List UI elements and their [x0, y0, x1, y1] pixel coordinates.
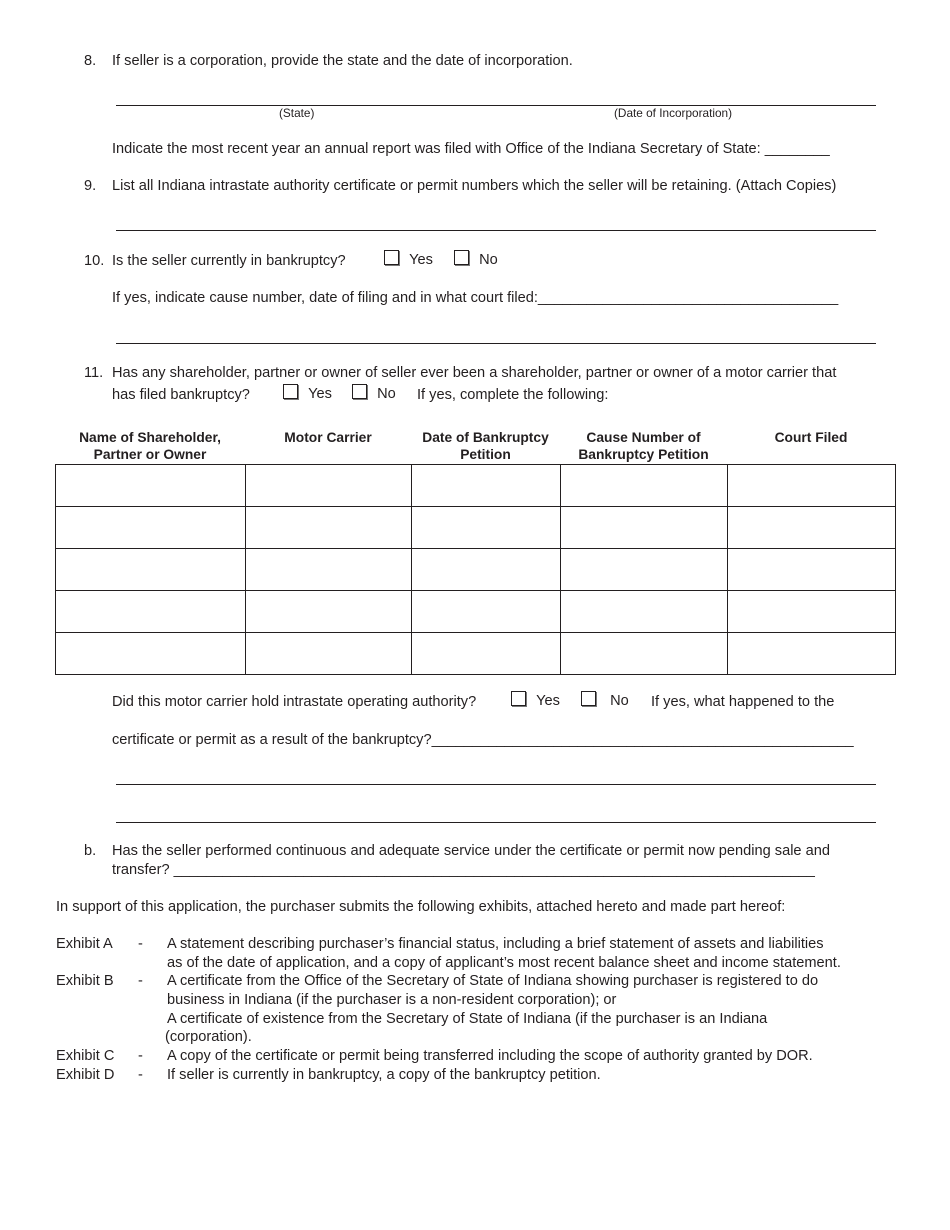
authority-yes-option[interactable]: [511, 691, 560, 709]
exhibit-d-dash: -: [138, 1067, 143, 1083]
exhibit-b-text-line4: (corporation).: [165, 1029, 252, 1045]
shareholder-bankruptcy-no-label: No: [377, 386, 396, 402]
question-11-number: 11.: [84, 365, 104, 381]
state-date-input-line[interactable]: [116, 105, 876, 106]
question-8-number: 8.: [84, 53, 97, 69]
question-9-text: List all Indiana intrastate authority certificate or permit numbers which the seller will be retaining. (Attach Copies): [112, 178, 837, 194]
annual-report-question: Indicate the most recent year an annual report was filed with Office of the Indiana Secretary of State: ________: [112, 141, 830, 157]
table-cell[interactable]: [412, 465, 561, 507]
shareholder-bankruptcy-no-checkbox[interactable]: [352, 384, 367, 399]
shareholder-bankruptcy-yes-label: Yes: [308, 386, 332, 402]
exhibit-c-dash: -: [138, 1048, 143, 1064]
bankruptcy-no-option[interactable]: [454, 250, 498, 268]
authority-followup: If yes, what happened to the: [651, 694, 835, 710]
question-8-text: If seller is a corporation, provide the state and the date of incorporation.: [112, 53, 573, 69]
authority-yes-label: Yes: [536, 693, 560, 709]
certificate-result-input-line-2[interactable]: [116, 822, 876, 823]
column-header-shareholder: Name of Shareholder, Partner or Owner: [79, 430, 221, 462]
bankruptcy-table: [55, 464, 896, 675]
question-b-text-line1: Has the seller performed continuous and adequate service under the certificate or permit now pending sale and: [112, 843, 830, 859]
shareholder-bankruptcy-no-option[interactable]: [352, 384, 396, 402]
table-row: [56, 549, 896, 591]
table-cell[interactable]: [246, 507, 412, 549]
table-cell[interactable]: [246, 465, 412, 507]
exhibit-a-label: Exhibit A: [56, 936, 113, 952]
table-cell[interactable]: [561, 549, 728, 591]
table-row: [56, 465, 896, 507]
bankruptcy-yes-label: Yes: [409, 252, 433, 268]
table-cell[interactable]: [561, 507, 728, 549]
column-header-cause-number: Cause Number of Bankruptcy Petition: [578, 430, 709, 462]
exhibit-d-text: If seller is currently in bankruptcy, a copy of the bankruptcy petition.: [167, 1067, 601, 1083]
column-header-motor-carrier: Motor Carrier: [284, 430, 372, 445]
table-cell[interactable]: [561, 633, 728, 675]
table-cell[interactable]: [728, 507, 896, 549]
authority-no-checkbox[interactable]: [581, 691, 596, 706]
exhibit-a-text-line2: as of the date of application, and a copy of applicant’s most recent balance sheet and income statement.: [167, 955, 841, 971]
table-cell[interactable]: [412, 591, 561, 633]
question-10-number: 10.: [84, 253, 105, 269]
question-9-number: 9.: [84, 178, 97, 194]
table-cell[interactable]: [246, 549, 412, 591]
question-10-text: Is the seller currently in bankruptcy?: [112, 253, 346, 269]
exhibit-a-text-line1: A statement describing purchaser’s financial status, including a brief statement of assets and liabilities: [167, 936, 824, 952]
table-row: [56, 507, 896, 549]
table-cell[interactable]: [56, 633, 246, 675]
permit-numbers-input-line[interactable]: [116, 230, 876, 231]
question-b-text-line2: transfer? _______________________________________________________________________________: [112, 862, 815, 878]
bankruptcy-no-checkbox[interactable]: [454, 250, 469, 265]
authority-no-label: No: [610, 693, 629, 709]
bankruptcy-yes-option[interactable]: [384, 250, 433, 268]
question-11-text-line2: has filed bankruptcy?: [112, 387, 250, 403]
exhibit-b-label: Exhibit B: [56, 973, 114, 989]
support-statement: In support of this application, the purchaser submits the following exhibits, attached hereto and made part hereof:: [56, 899, 786, 915]
exhibit-d-label: Exhibit D: [56, 1067, 115, 1083]
table-cell[interactable]: [412, 507, 561, 549]
exhibit-c-text: A copy of the certificate or permit being transferred including the scope of authority granted by DOR.: [167, 1048, 813, 1064]
table-cell[interactable]: [246, 591, 412, 633]
table-cell[interactable]: [728, 465, 896, 507]
exhibit-b-text-line1: A certificate from the Office of the Secretary of State of Indiana showing purchaser is registered to do: [167, 973, 819, 989]
exhibit-b-text-line2: business in Indiana (if the purchaser is a non-resident corporation); or: [167, 992, 617, 1008]
complete-following-instruction: If yes, complete the following:: [417, 387, 609, 403]
certificate-result-input-line-1[interactable]: [116, 784, 876, 785]
table-cell[interactable]: [56, 465, 246, 507]
table-cell[interactable]: [728, 549, 896, 591]
table-row: [56, 633, 896, 675]
column-header-court-filed: Court Filed: [774, 430, 848, 445]
authority-question: Did this motor carrier hold intrastate operating authority?: [112, 694, 477, 710]
exhibit-c-label: Exhibit C: [56, 1048, 115, 1064]
certificate-result-question: certificate or permit as a result of the bankruptcy?____________________________________________________: [112, 732, 854, 748]
table-cell[interactable]: [56, 591, 246, 633]
date-of-incorporation-caption: (Date of Incorporation): [614, 106, 733, 120]
bankruptcy-followup: If yes, indicate cause number, date of filing and in what court filed:_____________________________________: [112, 290, 839, 306]
authority-yes-checkbox[interactable]: [511, 691, 526, 706]
exhibit-b-dash: -: [138, 973, 143, 989]
authority-no-option[interactable]: [581, 691, 629, 709]
table-cell[interactable]: [728, 591, 896, 633]
table-cell[interactable]: [56, 507, 246, 549]
bankruptcy-no-label: No: [479, 252, 498, 268]
table-cell[interactable]: [246, 633, 412, 675]
table-cell[interactable]: [412, 633, 561, 675]
bankruptcy-details-input-line[interactable]: [116, 343, 876, 344]
table-cell[interactable]: [728, 633, 896, 675]
table-row: [56, 591, 896, 633]
shareholder-bankruptcy-yes-checkbox[interactable]: [283, 384, 298, 399]
bankruptcy-yes-checkbox[interactable]: [384, 250, 399, 265]
shareholder-bankruptcy-yes-option[interactable]: [283, 384, 332, 402]
column-header-bankruptcy-date: Date of Bankruptcy Petition: [422, 430, 549, 462]
question-11-text-line1: Has any shareholder, partner or owner of seller ever been a shareholder, partner or owner of a motor carrier that: [112, 365, 837, 381]
question-b-number: b.: [84, 843, 97, 859]
exhibit-b-text-line3: A certificate of existence from the Secretary of State of Indiana (if the purchaser is an Indiana: [167, 1011, 768, 1027]
exhibit-a-dash: -: [138, 936, 143, 952]
table-cell[interactable]: [561, 591, 728, 633]
table-cell[interactable]: [561, 465, 728, 507]
table-cell[interactable]: [412, 549, 561, 591]
table-cell[interactable]: [56, 549, 246, 591]
state-caption: (State): [279, 106, 315, 120]
